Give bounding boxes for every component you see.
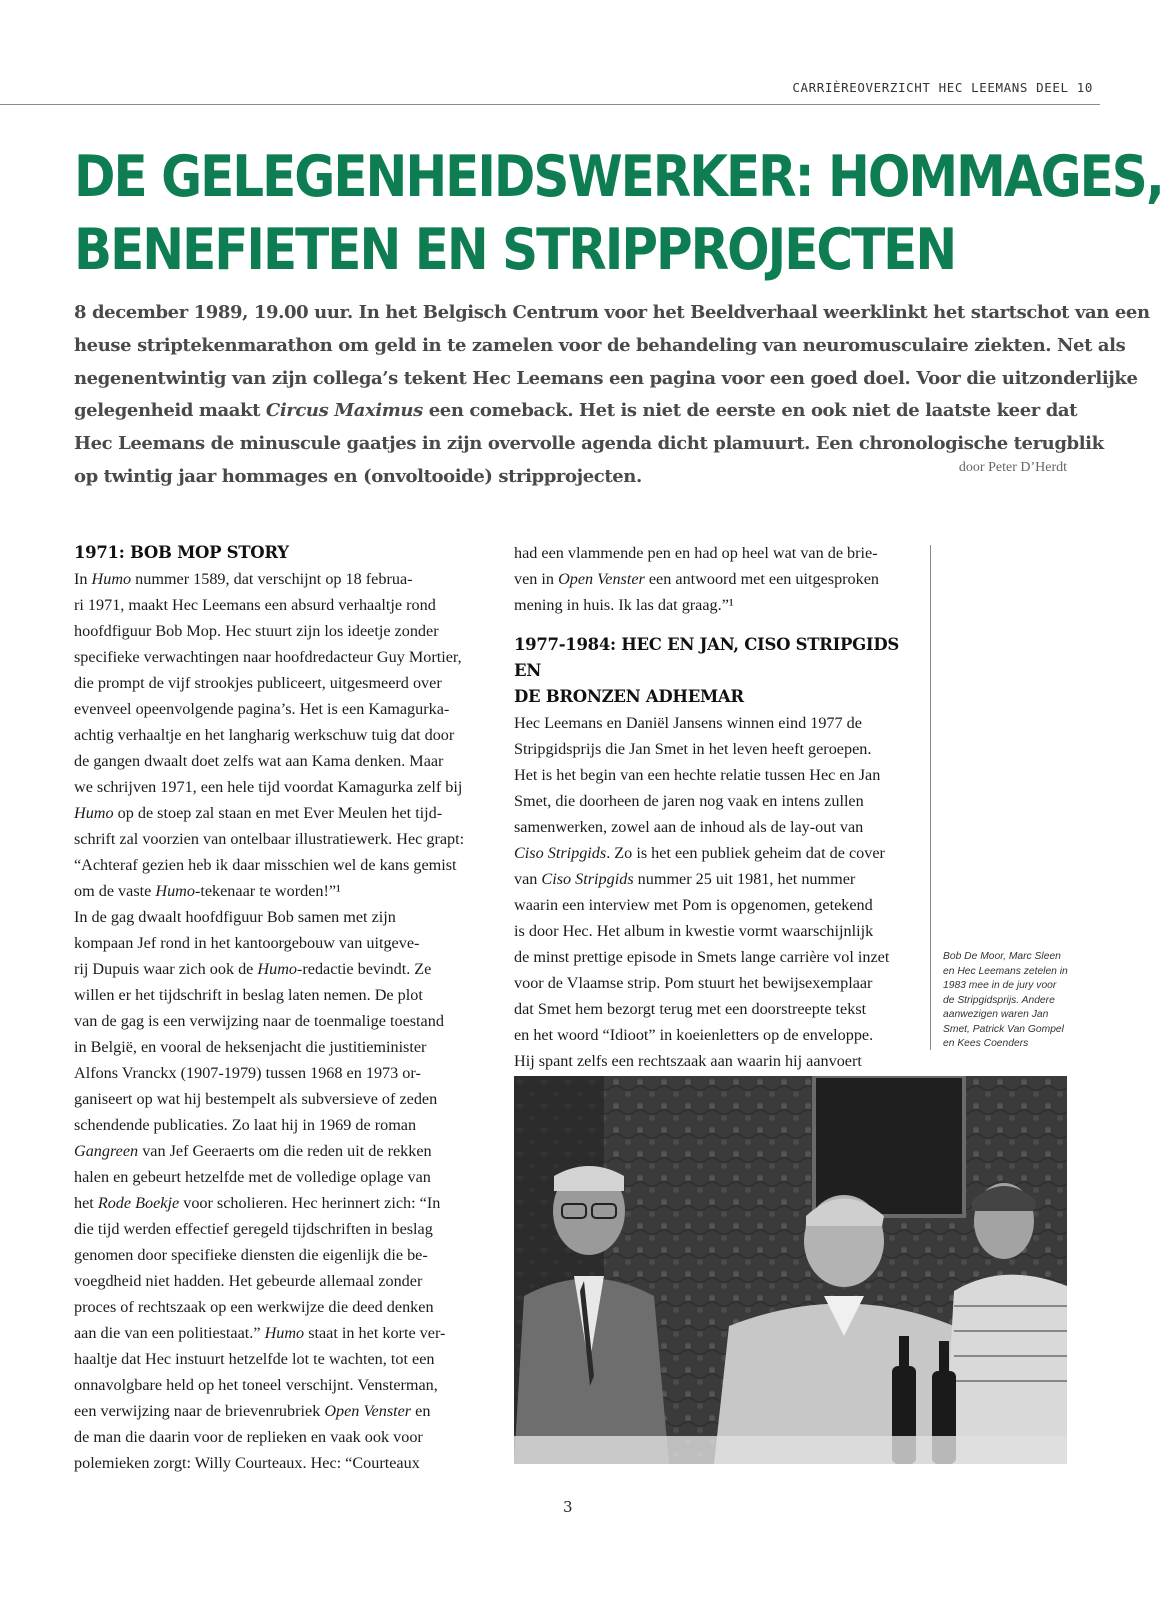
photo-caption: Bob De Moor, Marc Sleen en Hec Leemans zetelen in 1983 mee in de jury voor de Stripgidsprijs. Andere aanwezigen waren Jan Smet, Patrick Van Gompel en Kees Coenders [943, 951, 1068, 1049]
lede-paragraph [74, 297, 1150, 494]
lede-line: heuse striptekenmarathon om geld in te zamelen voor de behandeling van neuromusculaire ziekten. Net als [74, 334, 1126, 356]
column-middle [514, 540, 912, 1074]
section-heading-1971: 1971: BOB MOP STORY [74, 543, 289, 562]
title-circus-maximus: Circus Maximus [265, 400, 423, 422]
jury-photo [514, 1076, 1067, 1464]
paragraph-1: In Humo nummer 1589, dat verschijnt op 18 februa- ri 1971, maakt Hec Leemans een absurd verhaaltje rond hoofdfiguur Bob Mop. Hec stuurt zijn los ideetje zonder specifieke verwachtingen naar hoofdredacteur Guy Mortier, die prompt de vijf strookjes publiceert, uitgesmeerd over evenveel opeenvolgende pagina’s. Het is een Kamagurka- achtig verhaaltje en het langharig werkschuw tuig dat door de gangen dwaalt doet zelfs wat aan Kama denken. Maar we schrijven 1971, een hele tijd voordat Kamagurka zelf bij Humo op de stoep zal staan en met Ever Meulen het tijd- schrift zal voorzien van ontelbaar illustratiewerk. Hec grapt: “Achteraf gezien heb ik daar misschien wel de kans gemist om de vaste Humo-tekenaar te worden!”¹ [74, 570, 465, 900]
paragraph-2: In de gag dwaalt hoofdfiguur Bob samen met zijn kompaan Jef rond in het kantoorgebouw van uitgeve- rij Dupuis waar zich ook de Humo-redactie bevindt. Ze willen er het tijdschrift in beslag laten nemen. De plot van de gag is een verwijzing naar de toenmalige toestand in België, en vooral de heksenjacht die justitieminister Alfons Vranckx (1907-1979) tussen 1968 en 1973 or- ganiseert op wat hij bestempelt als subversieve of zeden schendende publicaties. Zo laat hij in 1969 de roman Gangreen van Jef Geeraerts om die reden uit de rekken halen en gebeurt hetzelfde met de volledige oplage van het Rode Boekje voor scholieren. Hec herinnert zich: “In die tijd werden effectief geregeld tijdschriften in beslag genomen door specifieke diensten die eigenlijk die be- voegdheid niet hadden. Het gebeurde allemaal zonder proces of rechtszaak op een werkwijze die deed denken aan die van een politiestaat.” Humo staat in het korte ver- haaltje dat Hec instuurt hetzelfde lot te wachten, tot een onnavolgbare held op het toneel verschijnt. Vensterman, een verwijzing naar de brievenrubriek Open Venster en de man die daarin voor de replieken en vaak ook voor polemieken zorgt: Willy Courteaux. Hec: “Courteaux [74, 908, 446, 1472]
running-head: CARRIÈREOVERZICHT HEC LEEMANS DEEL 10 [792, 80, 1093, 95]
column-left [74, 540, 472, 1476]
lede-line: gelegenheid maakt Circus Maximus een comeback. Het is niet de eerste en ook niet de laatste keer dat [74, 400, 1078, 422]
jury-photo-image [514, 1076, 1067, 1464]
lede-line: negenentwintig van zijn collega’s tekent Hec Leemans een pagina voor een goed doel. Voor die uitzonderlijke [74, 367, 1138, 389]
lede-line: 8 december 1989, 19.00 uur. In het Belgisch Centrum voor het Beeldverhaal weerklinkt het startschot van een [74, 302, 1150, 323]
headline-line-1: DE GELEGENHEIDSWERKER: HOMMAGES, [74, 143, 1163, 210]
paragraph-continued: had een vlammende pen en had op heel wat van de brie- ven in Open Venster een antwoord met een uitgesproken mening in huis. Ik las dat graag.”¹ [514, 544, 880, 614]
header-rule [0, 104, 1100, 105]
section-heading-1977-1984: 1977-1984: HEC EN JAN, CISO STRIPGIDS EN DE BRONZEN ADHEMAR [514, 635, 899, 706]
headline-line-2: BENEFIETEN EN STRIPPROJECTEN [74, 216, 956, 283]
paragraph-3: Hec Leemans en Daniël Jansens winnen eind 1977 de Stripgidsprijs die Jan Smet in het leven heeft geroepen. Het is het begin van een hechte relatie tussen Hec en Jan Smet, die doorheen de jaren nog vaak en intens zullen samenwerken, zowel aan de inhoud als de lay-out van Ciso Stripgids. Zo is het een publiek geheim dat de cover van Ciso Stripgids nummer 25 uit 1981, het nummer waarin een interview met Pom is opgenomen, getekend is door Hec. Het album in kwestie vormt waarschijnlijk de minst prettige episode in Smets lange carrière vol inzet voor de Vlaamse strip. Pom stuurt het bewijsexemplaar dat Smet hem bezorgt terug met een doorstreepte tekst en het woord “Idioot” in koeienletters op de enveloppe. Hij spant zelfs een rechtszaak aan waarin hij aanvoert [514, 714, 890, 1070]
page-number: 3 [563, 1498, 573, 1516]
lede-line: op twintig jaar hommages en (onvoltooide) stripprojecten. [74, 465, 642, 487]
lede-line: Hec Leemans de minuscule gaatjes in zijn overvolle agenda dicht plamuurt. Een chronologische terugblik [74, 433, 1104, 455]
column-rule [930, 545, 931, 1050]
article-headline [74, 140, 1163, 286]
byline: door Peter D’Herdt [958, 460, 1067, 475]
